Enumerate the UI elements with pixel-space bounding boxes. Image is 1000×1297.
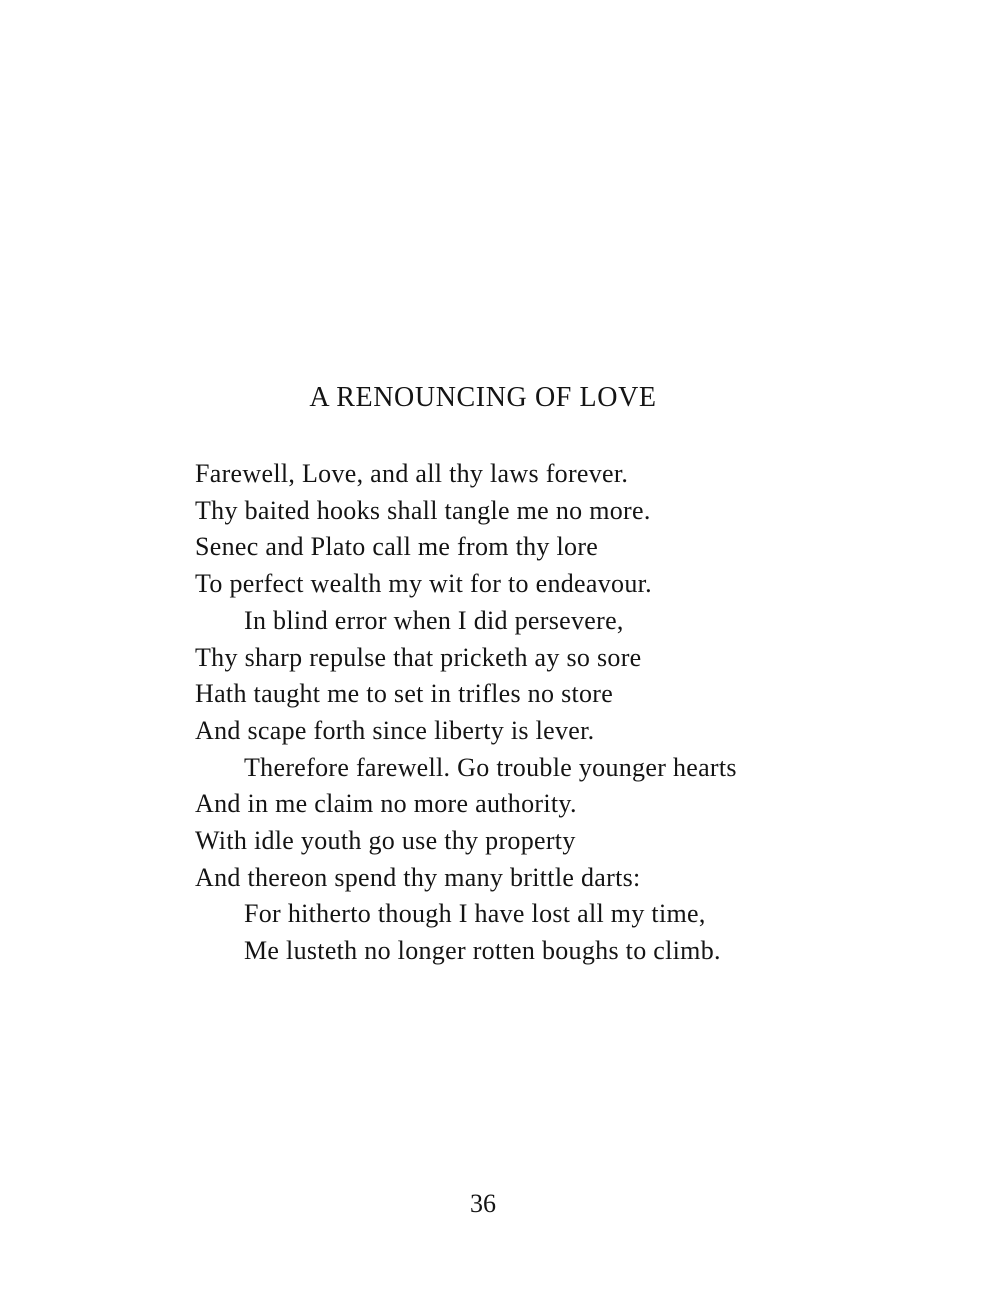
poem-line: And scape forth since liberty is lever.	[195, 715, 595, 745]
poem-title: A RENOUNCING OF LOVE	[309, 382, 657, 413]
poem-line: In blind error when I did persevere,	[244, 605, 624, 635]
poem-line: To perfect wealth my wit for to endeavour.	[195, 569, 652, 599]
poem-line: With idle youth go use thy property	[195, 826, 576, 856]
poem-line: Thy sharp repulse that pricketh ay so sore	[195, 642, 642, 672]
poem-line: Me lusteth no longer rotten boughs to climb.	[244, 936, 721, 966]
poem-line: Senec and Plato call me from thy lore	[195, 532, 599, 562]
poem-line: And thereon spend thy many brittle darts:	[195, 862, 641, 892]
poem-line: And in me claim no more authority.	[195, 789, 577, 819]
poem-line: Farewell, Love, and all thy laws forever.	[195, 459, 629, 488]
poem-line: Thy baited hooks shall tangle me no more.	[195, 495, 651, 525]
poem-line: Hath taught me to set in trifles no store	[195, 679, 614, 709]
poem-line: Therefore farewell. Go trouble younger hearts	[244, 752, 737, 782]
poem-line: For hitherto though I have lost all my time,	[244, 899, 706, 929]
page-number: 36	[470, 1189, 496, 1218]
poem-body	[195, 456, 737, 970]
